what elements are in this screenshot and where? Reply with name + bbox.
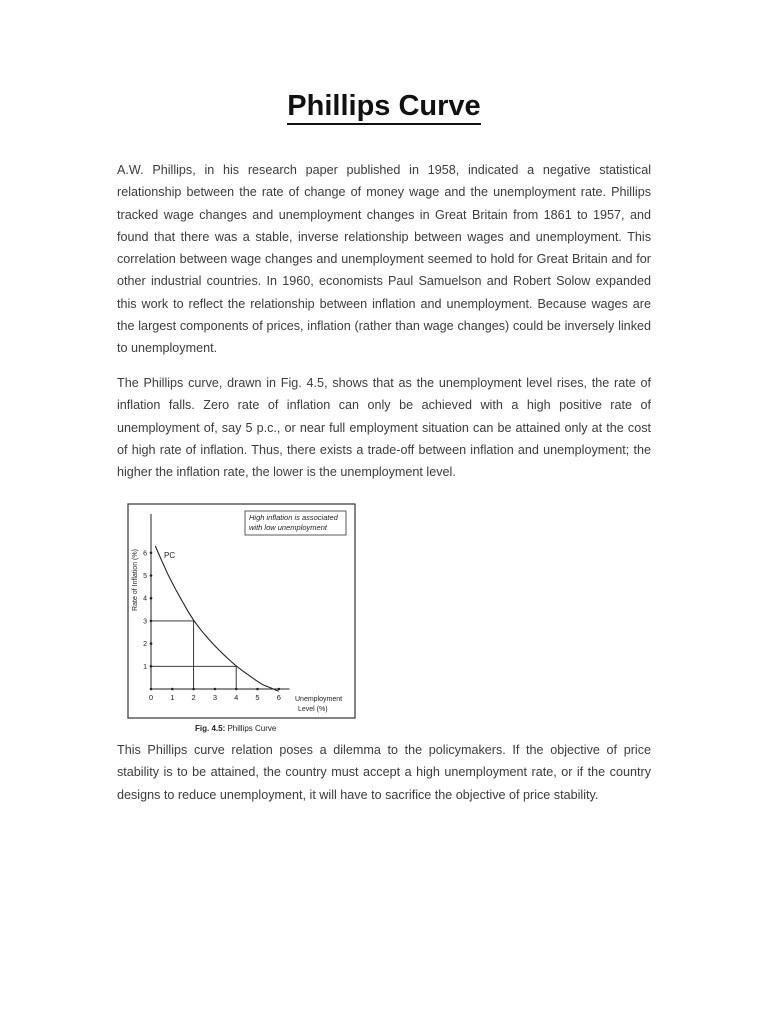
- x-tick-label: 0: [148, 693, 154, 702]
- x-tick-mark: [278, 688, 281, 691]
- paragraph-policy-dilemma: This Phillips curve relation poses a dilemma to the policymakers. If the objective of price stability is to be attained, the country must accept a high unemployment rate, or if the country designs to reduce unemployment, it will have to sacrifice the objective of price stability.: [117, 743, 651, 802]
- curve-label-pc: PC: [164, 551, 176, 560]
- x-axis-label-line-2: Level (%): [298, 706, 328, 713]
- figure-caption: [195, 724, 277, 733]
- x-tick-mark: [214, 688, 217, 691]
- figure-caption-title: Phillips Curve: [225, 724, 277, 733]
- y-tick-label: 6: [143, 550, 147, 558]
- x-tick-label: 4: [234, 693, 239, 702]
- x-tick-label: 6: [276, 693, 281, 702]
- phillips-curve-chart: [120, 500, 360, 740]
- x-tick-mark: [256, 688, 259, 691]
- y-tick-mark: [150, 642, 153, 645]
- x-tick-label: 3: [212, 693, 217, 702]
- x-tick-label: 5: [255, 693, 260, 702]
- x-tick-mark: [150, 688, 153, 691]
- y-tick-label: 3: [143, 618, 147, 626]
- x-tick-label: 2: [191, 693, 196, 702]
- y-tick-label: 2: [143, 641, 147, 649]
- phillips-curve-figure: [120, 500, 360, 740]
- phillips-curve-line: [155, 546, 278, 691]
- figure-frame: [128, 504, 355, 718]
- y-tick-label: 5: [143, 573, 147, 580]
- y-tick-label: 1: [143, 663, 147, 671]
- y-axis-label: Rate of Inflation (%): [132, 549, 139, 611]
- x-tick-label: 1: [170, 693, 175, 702]
- paragraph-curve-description: The Phillips curve, drawn in Fig. 4.5, shows that as the unemployment level rises, the rate of inflation falls. Zero rate of inflation can only be achieved with a high positive rate of unemployment of, say 5 p.c., or near full employment situation can be attained only at the cost of high rate of inflation. Thus, there exists a trade-off between inflation and unemployment; the higher the inflation rate, the lower is the unemployment level.: [117, 376, 651, 480]
- annotation-line-1: High inflation is associated: [249, 513, 338, 522]
- y-tick-mark: [150, 552, 153, 555]
- paragraph-intro: A.W. Phillips, in his research paper published in 1958, indicated a negative statistical relationship between the rate of change of money wage and the unemployment rate. Phillips tracked wage changes and unemployment changes in Great Britain from 1861 to 1957, and found that there was a stable, inverse relationship between wages and unemployment. This correlation between wage changes and unemployment seemed to hold for Great Britain and for other industrial countries. In 1960, economists Paul Samuelson and Robert Solow expanded this work to reflect the relationship between inflation and unemployment. Because wages are the largest components of prices, inflation (rather than wage changes) could be inversely linked to unemployment.: [117, 163, 651, 356]
- page-title: [0, 90, 768, 123]
- x-tick-mark: [171, 688, 174, 691]
- y-tick-label: 4: [143, 595, 147, 603]
- x-axis-label-line-1: Unemployment: [295, 696, 343, 703]
- figure-caption-number: Fig. 4.5:: [195, 724, 226, 733]
- annotation-line-2: with low unemployment: [249, 523, 327, 532]
- y-tick-mark: [150, 597, 153, 600]
- y-tick-mark: [150, 574, 153, 577]
- page-title-text: Phillips Curve: [287, 90, 480, 125]
